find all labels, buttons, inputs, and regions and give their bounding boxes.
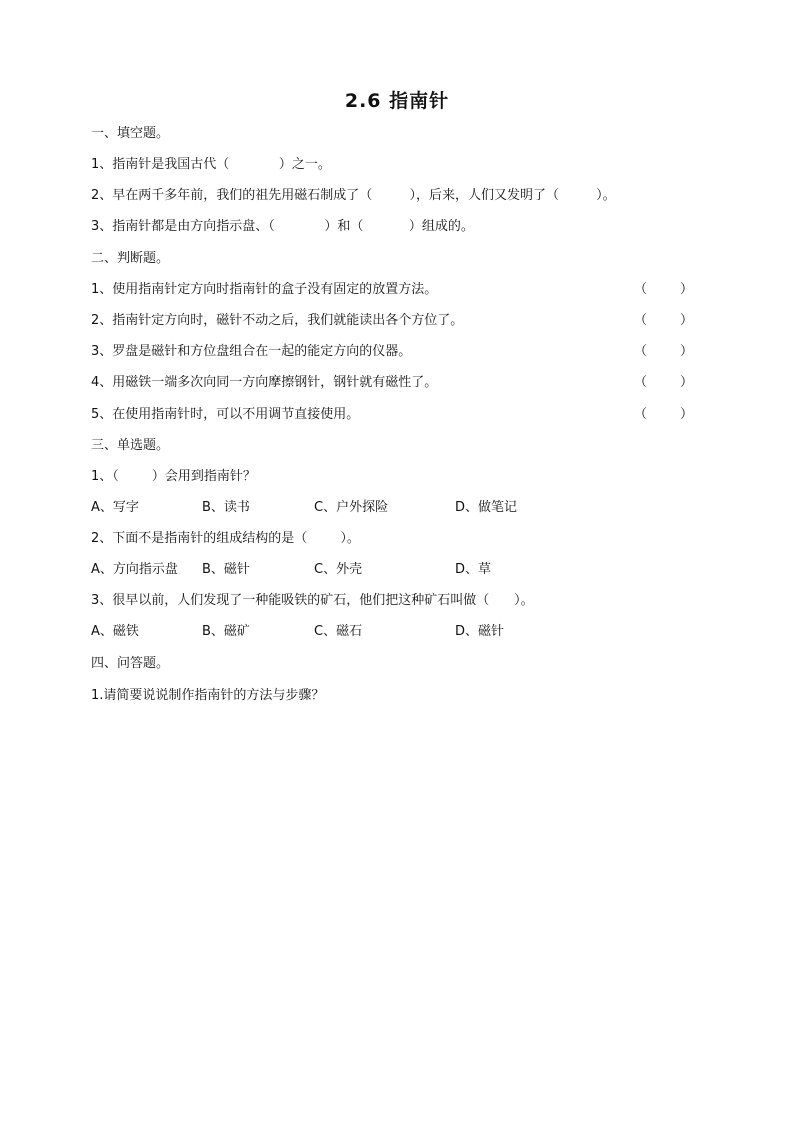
single-choice-question-2: 2、下面不是指南针的组成结构的是（ ）。 bbox=[91, 531, 360, 546]
fill-blank-question-3: 3、指南针都是由方向指示盘、（ ）和（ ）组成的。 bbox=[91, 219, 474, 234]
choice-option: B、读书 bbox=[202, 500, 250, 515]
single-choice-question-3: 3、很早以前，人们发现了一种能吸铁的矿石，他们把这种矿石叫做（ ）。 bbox=[91, 593, 534, 608]
true-false-answer-blank-4: （ ） bbox=[634, 375, 694, 390]
short-answer-question-1: 1.请简要说说制作指南针的方法与步骤？ bbox=[91, 688, 325, 703]
true-false-question-2: 2、指南针定方向时，磁针不动之后，我们就能读出各个方位了。 bbox=[91, 313, 464, 328]
true-false-question-5: 5、在使用指南针时，可以不用调节直接使用。 bbox=[91, 407, 360, 422]
page-title: 2.6 指南针 bbox=[344, 90, 450, 112]
choice-option: D、做笔记 bbox=[455, 500, 518, 515]
section-heading-single-choice: 三、单选题。 bbox=[91, 438, 170, 453]
choice-option: A、写字 bbox=[91, 500, 139, 515]
choice-option: C、磁石 bbox=[314, 624, 363, 639]
single-choice-question-1: 1、（ ）会用到指南针？ bbox=[91, 469, 256, 484]
choice-option: D、磁针 bbox=[455, 624, 505, 639]
true-false-answer-blank-5: （ ） bbox=[634, 407, 694, 422]
choice-option: B、磁针 bbox=[202, 562, 250, 577]
section-heading-short-answer: 四、问答题。 bbox=[91, 656, 170, 671]
choice-option: A、磁铁 bbox=[91, 624, 139, 639]
choice-option: A、方向指示盘 bbox=[91, 562, 178, 577]
fill-blank-question-1: 1、指南针是我国古代（ ）之一。 bbox=[91, 157, 331, 172]
true-false-answer-blank-1: （ ） bbox=[634, 282, 694, 297]
fill-blank-question-2: 2、早在两千多年前，我们的祖先用磁石制成了（ ），后来，人们又发明了（ ）。 bbox=[91, 188, 616, 203]
true-false-answer-blank-2: （ ） bbox=[634, 313, 694, 328]
section-heading-true-false: 二、判断题。 bbox=[91, 251, 170, 266]
section-heading-fill-blank: 一、填空题。 bbox=[91, 126, 170, 141]
choice-option: B、磁矿 bbox=[202, 624, 250, 639]
true-false-question-1: 1、使用指南针定方向时指南针的盒子没有固定的放置方法。 bbox=[91, 282, 438, 297]
choice-option: C、外壳 bbox=[314, 562, 363, 577]
true-false-question-4: 4、用磁铁一端多次向同一方向摩擦钢针，钢针就有磁性了。 bbox=[91, 375, 438, 390]
true-false-question-3: 3、罗盘是磁针和方位盘组合在一起的能定方向的仪器。 bbox=[91, 344, 412, 359]
choice-option: D、草 bbox=[455, 562, 492, 577]
true-false-answer-blank-3: （ ） bbox=[634, 344, 694, 359]
choice-option: C、户外探险 bbox=[314, 500, 389, 515]
